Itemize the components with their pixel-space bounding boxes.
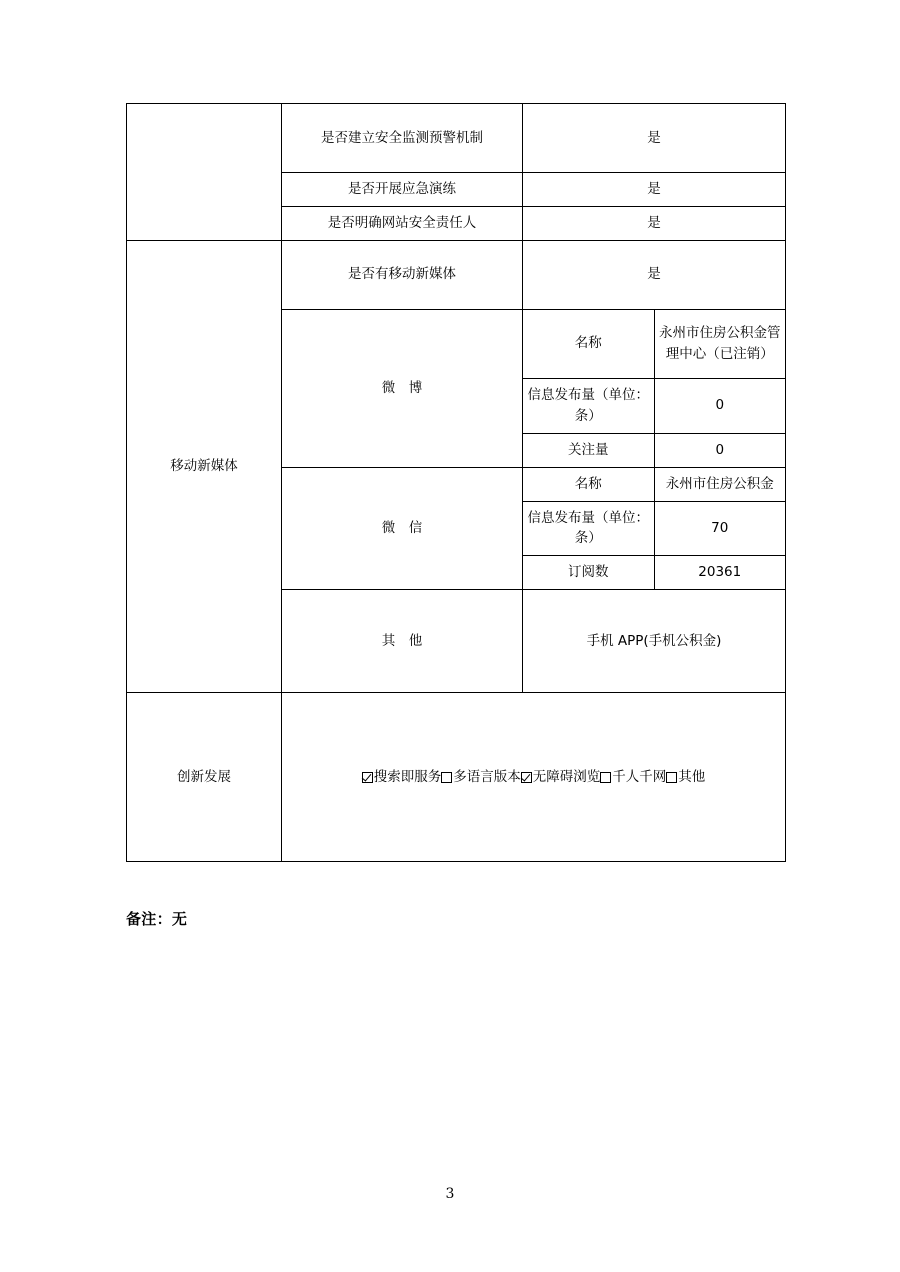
innovation-option-label: 无障碍浏览 <box>532 768 601 785</box>
innovation-option-1[interactable] <box>362 767 442 788</box>
weibo-name-field: 名称 <box>523 309 655 378</box>
table-row <box>127 240 786 309</box>
has-mobile-media-item: 是否有移动新媒体 <box>282 240 523 309</box>
weixin-subscribers-field: 订阅数 <box>523 556 655 590</box>
security-item-2: 是否开展应急演练 <box>282 173 523 207</box>
weixin-label: 微 信 <box>282 467 523 590</box>
weibo-publish-field: 信息发布量（单位：条） <box>523 378 655 433</box>
innovation-option-label: 其他 <box>678 768 706 785</box>
weibo-name-value: 永州市住房公积金管理中心（已注销） <box>654 309 786 378</box>
innovation-option-label: 千人千网 <box>612 768 667 785</box>
innovation-option-label: 多语言版本 <box>453 768 521 785</box>
weibo-publish-value: 0 <box>654 378 786 433</box>
checkbox-icon[interactable] <box>666 772 677 783</box>
security-value-2: 是 <box>523 173 786 207</box>
security-item-1: 是否建立安全监测预警机制 <box>282 104 523 173</box>
checkbox-icon[interactable] <box>441 772 452 783</box>
innovation-option-2[interactable] <box>441 767 521 788</box>
page-number: 3 <box>445 1186 455 1202</box>
weixin-publish-field: 信息发布量（单位：条） <box>523 501 655 556</box>
security-item-3: 是否明确网站安全责任人 <box>282 206 523 240</box>
security-section-label <box>127 104 282 241</box>
innovation-label: 创新发展 <box>127 693 282 862</box>
innovation-options-cell <box>282 693 786 862</box>
weixin-subscribers-value: 20361 <box>654 556 786 590</box>
weixin-name-field: 名称 <box>523 467 655 501</box>
weixin-name-value: 永州市住房公积金 <box>654 467 786 501</box>
security-value-3: 是 <box>523 206 786 240</box>
other-media-label: 其 他 <box>282 590 523 693</box>
other-media-value: 手机 APP(手机公积金) <box>523 590 786 693</box>
mobile-media-section-label: 移动新媒体 <box>127 240 282 692</box>
weixin-publish-value: 70 <box>654 501 786 556</box>
has-mobile-media-value: 是 <box>523 240 786 309</box>
checkbox-checked-icon[interactable] <box>521 772 532 783</box>
weibo-label: 微 博 <box>282 309 523 467</box>
weibo-followers-value: 0 <box>654 433 786 467</box>
innovation-option-5[interactable] <box>666 767 705 788</box>
innovation-option-4[interactable] <box>600 767 666 788</box>
remark-text: 备注：无 <box>126 910 188 928</box>
table-row <box>127 693 786 862</box>
innovation-option-label: 搜索即服务 <box>373 768 442 785</box>
table-row <box>127 104 786 173</box>
innovation-checkbox-group[interactable] <box>286 767 781 788</box>
innovation-option-3[interactable] <box>521 767 601 788</box>
security-value-1: 是 <box>523 104 786 173</box>
weibo-followers-field: 关注量 <box>523 433 655 467</box>
checkbox-icon[interactable] <box>600 772 611 783</box>
checkbox-checked-icon[interactable] <box>362 772 373 783</box>
report-form-table <box>126 103 786 862</box>
